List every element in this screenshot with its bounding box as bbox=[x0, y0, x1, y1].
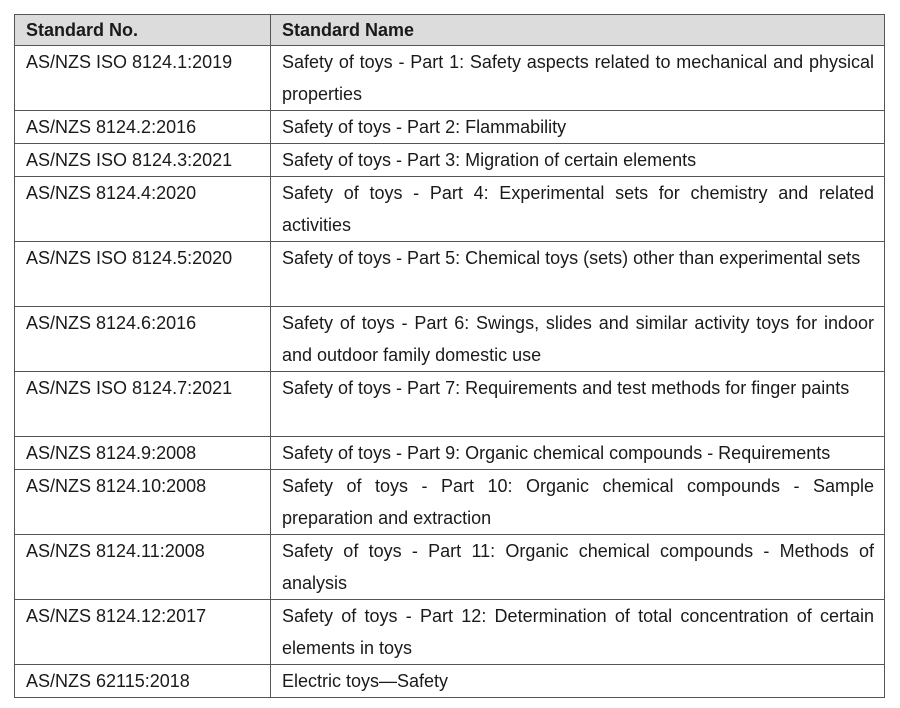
table-row bbox=[15, 437, 885, 470]
standard-name-cell: Safety of toys - Part 12: Determination of total concentration of certain elements in toys bbox=[271, 600, 885, 665]
table-row bbox=[15, 372, 885, 437]
standard-name-cell: Safety of toys - Part 3: Migration of certain elements bbox=[271, 144, 885, 177]
standard-name-cell: Safety of toys - Part 4: Experimental sets for chemistry and related activities bbox=[271, 177, 885, 242]
standards-table-container bbox=[14, 14, 884, 698]
table-row bbox=[15, 46, 885, 111]
standard-no-cell: AS/NZS 8124.4:2020 bbox=[15, 177, 271, 242]
standard-no-cell: AS/NZS 8124.9:2008 bbox=[15, 437, 271, 470]
standard-name-cell: Safety of toys - Part 10: Organic chemical compounds - Sample preparation and extraction bbox=[271, 470, 885, 535]
table-row bbox=[15, 535, 885, 600]
table-header-row bbox=[15, 15, 885, 46]
standard-no-cell: AS/NZS 8124.11:2008 bbox=[15, 535, 271, 600]
table-row bbox=[15, 242, 885, 307]
table-row bbox=[15, 144, 885, 177]
standard-name-cell: Electric toys—Safety bbox=[271, 665, 885, 698]
table-row bbox=[15, 600, 885, 665]
standard-no-cell: AS/NZS ISO 8124.7:2021 bbox=[15, 372, 271, 437]
table-row bbox=[15, 307, 885, 372]
table-row bbox=[15, 470, 885, 535]
standards-table bbox=[14, 14, 885, 698]
header-standard-name: Standard Name bbox=[271, 15, 885, 46]
standard-name-cell: Safety of toys - Part 9: Organic chemical compounds - Requirements bbox=[271, 437, 885, 470]
table-row bbox=[15, 177, 885, 242]
standard-no-cell: AS/NZS 8124.2:2016 bbox=[15, 111, 271, 144]
standard-name-cell: Safety of toys - Part 1: Safety aspects related to mechanical and physical properties bbox=[271, 46, 885, 111]
table-row bbox=[15, 665, 885, 698]
standard-no-cell: AS/NZS ISO 8124.1:2019 bbox=[15, 46, 271, 111]
standard-no-cell: AS/NZS 62115:2018 bbox=[15, 665, 271, 698]
standard-name-cell: Safety of toys - Part 11: Organic chemical compounds - Methods of analysis bbox=[271, 535, 885, 600]
standard-no-cell: AS/NZS 8124.6:2016 bbox=[15, 307, 271, 372]
header-standard-no: Standard No. bbox=[15, 15, 271, 46]
standard-name-cell: Safety of toys - Part 6: Swings, slides and similar activity toys for indoor and outdoor family domestic use bbox=[271, 307, 885, 372]
standard-name-cell: Safety of toys - Part 7: Requirements and test methods for finger paints bbox=[271, 372, 885, 437]
table-row bbox=[15, 111, 885, 144]
standard-no-cell: AS/NZS ISO 8124.5:2020 bbox=[15, 242, 271, 307]
standard-name-cell: Safety of toys - Part 2: Flammability bbox=[271, 111, 885, 144]
standard-no-cell: AS/NZS 8124.12:2017 bbox=[15, 600, 271, 665]
standard-name-cell: Safety of toys - Part 5: Chemical toys (sets) other than experimental sets bbox=[271, 242, 885, 307]
standard-no-cell: AS/NZS ISO 8124.3:2021 bbox=[15, 144, 271, 177]
standard-no-cell: AS/NZS 8124.10:2008 bbox=[15, 470, 271, 535]
